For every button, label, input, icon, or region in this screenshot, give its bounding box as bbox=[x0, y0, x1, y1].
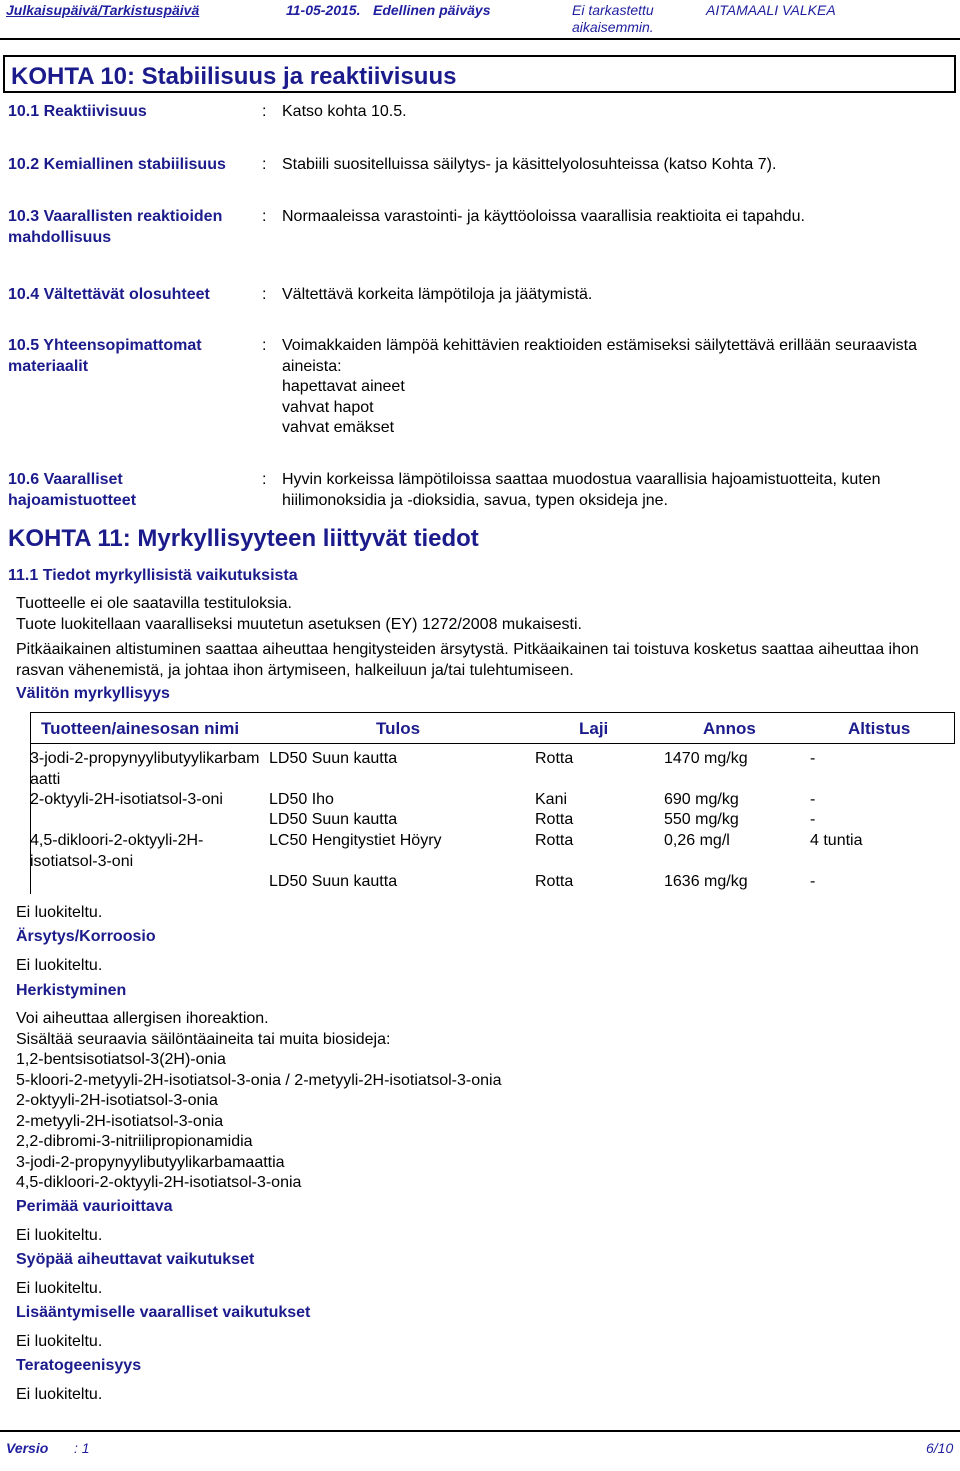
section-11-1-heading: 11.1 Tiedot myrkyllisistä vaikutuksista bbox=[8, 567, 298, 584]
teratogenicity-not-classified: Ei luokiteltu. bbox=[16, 1386, 103, 1403]
mutagenicity-not-classified: Ei luokiteltu. bbox=[16, 1227, 103, 1244]
table-cell-species: Rotta bbox=[535, 811, 574, 828]
biocide-item: 2,2-dibromi-3-nitriilipropionamidia bbox=[16, 1133, 253, 1150]
table-cell-result: LD50 Suun kautta bbox=[269, 873, 398, 890]
biocide-item: 2-oktyyli-2H-isotiatsol-3-onia bbox=[16, 1092, 218, 1109]
table-cell-result: LD50 Suun kautta bbox=[269, 811, 398, 828]
page-number: 6/10 bbox=[926, 1440, 954, 1456]
row-10-5-label: 10.5 Yhteensopimattomat materiaalit bbox=[8, 337, 202, 375]
column-header-name: Tuotteen/ainesosan nimi bbox=[41, 719, 240, 738]
toxicity-text-2: Tuote luokitellaan vaaralliseksi muutetun asetuksen (EY) 1272/2008 mukaisesti. bbox=[16, 616, 582, 633]
table-cell-exposure: - bbox=[810, 811, 816, 828]
carcinogenicity-not-classified: Ei luokiteltu. bbox=[16, 1280, 103, 1297]
previous-date-label: Edellinen päiväys bbox=[373, 2, 491, 18]
table-cell-result: LC50 Hengitystiet Höyry bbox=[269, 832, 442, 849]
reproductive-not-classified: Ei luokiteltu. bbox=[16, 1333, 103, 1350]
document-footer bbox=[0, 1430, 960, 1471]
table-cell-exposure: 4 tuntia bbox=[810, 832, 863, 849]
incompatible-item: hapettavat aineet bbox=[282, 378, 405, 395]
column-header-result: Tulos bbox=[376, 719, 421, 738]
table-cell-dose: 1636 mg/kg bbox=[664, 873, 748, 890]
row-10-3-colon: : bbox=[262, 208, 267, 225]
row-10-4-label: 10.4 Vältettävät olosuhteet bbox=[8, 286, 210, 303]
biocide-item: 1,2-bentsisotiatsol-3(2H)-onia bbox=[16, 1051, 226, 1068]
table-cell-result: LD50 Iho bbox=[269, 791, 334, 808]
table-cell-exposure: - bbox=[810, 750, 816, 767]
irritation-not-classified: Ei luokiteltu. bbox=[16, 957, 103, 974]
table-cell-name: 2-oktyyli-2H-isotiatsol-3-oni bbox=[30, 791, 223, 808]
biocide-item: 5-kloori-2-metyyli-2H-isotiatsol-3-onia / 2-metyyli-2H-isotiatsol-3-onia bbox=[16, 1072, 502, 1089]
table-cell-species: Rotta bbox=[535, 832, 574, 849]
version-label: Versio bbox=[6, 1440, 49, 1456]
row-10-2-colon: : bbox=[262, 156, 267, 173]
table-cell-dose: 690 mg/kg bbox=[664, 791, 739, 808]
not-checked-label: Ei tarkastettu aikaisemmin. bbox=[572, 2, 654, 35]
row-10-3-label: 10.3 Vaarallisten reaktioiden mahdollisuus bbox=[8, 208, 223, 246]
row-10-5-colon: : bbox=[262, 337, 267, 354]
sensitization-heading: Herkistyminen bbox=[16, 982, 127, 999]
table-cell-name: 4,5-dikloori-2-oktyyli-2H-isotiatsol-3-oni bbox=[30, 832, 204, 870]
biocide-item: 2-metyyli-2H-isotiatsol-3-onia bbox=[16, 1113, 224, 1130]
version-value: : 1 bbox=[74, 1440, 90, 1456]
row-10-3-value: Normaaleissa varastointi- ja käyttöoloissa vaarallisia reaktioita ei tapahdu. bbox=[282, 208, 805, 225]
date-label: Julkaisupäivä/Tarkistuspäivä bbox=[6, 2, 200, 18]
row-10-4-colon: : bbox=[262, 286, 267, 303]
table-cell-result: LD50 Suun kautta bbox=[269, 750, 398, 767]
incompatible-item: vahvat emäkset bbox=[282, 419, 395, 436]
product-name: AITAMAALI VALKEA bbox=[706, 2, 836, 18]
incompatible-item: vahvat hapot bbox=[282, 399, 374, 416]
toxicity-text-3: Pitkäaikainen altistuminen saattaa aiheuttaa hengitysteiden ärsytystä. Pitkäaikainen tai toistuva kosketus saattaa aiheuttaa ihon rasvan vähenemistä, ja johtaa ihon ärtymiseen, halkeiluun ja/tai tulehtumiseen. bbox=[16, 641, 919, 679]
document-header bbox=[0, 0, 960, 40]
section-11-heading: KOHTA 11: Myrkyllisyyteen liittyvät tiedot bbox=[8, 525, 479, 552]
table-cell-name: 3-jodi-2-propynyylibutyylikarbamaatti bbox=[30, 750, 260, 788]
reproductive-heading: Lisääntymiselle vaaralliset vaikutukset bbox=[16, 1304, 311, 1321]
section-10-heading: KOHTA 10: Stabiilisuus ja reaktiivisuus bbox=[3, 55, 956, 93]
table-cell-species: Rotta bbox=[535, 750, 574, 767]
row-10-2-value: Stabiili suositelluissa säilytys- ja käsittelyolosuhteissa (katso Kohta 7). bbox=[282, 156, 777, 173]
table-header-row bbox=[30, 712, 955, 744]
column-header-species: Laji bbox=[579, 719, 609, 738]
table-cell-species: Rotta bbox=[535, 873, 574, 890]
mutagenicity-heading: Perimää vaurioittava bbox=[16, 1198, 173, 1215]
row-10-1-label: 10.1 Reaktiivisuus bbox=[8, 103, 147, 120]
row-10-6-colon: : bbox=[262, 471, 267, 488]
table-cell-exposure: - bbox=[810, 791, 816, 808]
row-10-1-colon: : bbox=[262, 103, 267, 120]
table-cell-exposure: - bbox=[810, 873, 816, 890]
row-10-6-value: Hyvin korkeissa lämpötiloissa saattaa muodostua vaarallisia hajoamistuotteita, kuten hiilimonoksidia ja -dioksidia, savua, typen oksideja jne. bbox=[282, 471, 881, 509]
table-cell-dose: 0,26 mg/l bbox=[664, 832, 730, 849]
biocide-item: 3-jodi-2-propynyylibutyylikarbamaattia bbox=[16, 1154, 285, 1171]
date-value: 11-05-2015. bbox=[286, 2, 361, 18]
row-10-2-label: 10.2 Kemiallinen stabiilisuus bbox=[8, 156, 226, 173]
acute-not-classified: Ei luokiteltu. bbox=[16, 904, 103, 921]
carcinogenicity-heading: Syöpää aiheuttavat vaikutukset bbox=[16, 1251, 255, 1268]
sensitization-text-2: Sisältää seuraavia säilöntäaineita tai muita biosideja: bbox=[16, 1031, 391, 1048]
toxicity-text-1: Tuotteelle ei ole saatavilla testituloksia. bbox=[16, 595, 292, 612]
biocide-item: 4,5-dikloori-2-oktyyli-2H-isotiatsol-3-onia bbox=[16, 1174, 302, 1191]
acute-toxicity-heading: Välitön myrkyllisyys bbox=[16, 685, 170, 702]
acute-toxicity-table bbox=[30, 712, 955, 895]
column-header-exposure: Altistus bbox=[848, 719, 911, 738]
table-cell-dose: 1470 mg/kg bbox=[664, 750, 748, 767]
table-cell-dose: 550 mg/kg bbox=[664, 811, 739, 828]
row-10-1-value: Katso kohta 10.5. bbox=[282, 103, 407, 120]
row-10-5-value: Voimakkaiden lämpöä kehittävien reaktioiden estämiseksi säilytettävä erillään seuraavista aineista: bbox=[282, 337, 917, 375]
sensitization-text-1: Voi aiheuttaa allergisen ihoreaktion. bbox=[16, 1010, 269, 1027]
teratogenicity-heading: Teratogeenisyys bbox=[16, 1357, 142, 1374]
table-cell-species: Kani bbox=[535, 791, 568, 808]
irritation-heading: Ärsytys/Korroosio bbox=[16, 928, 156, 945]
column-header-dose: Annos bbox=[703, 719, 756, 738]
row-10-4-value: Vältettävä korkeita lämpötiloja ja jäätymistä. bbox=[282, 286, 593, 303]
row-10-6-label: 10.6 Vaaralliset hajoamistuotteet bbox=[8, 471, 137, 509]
